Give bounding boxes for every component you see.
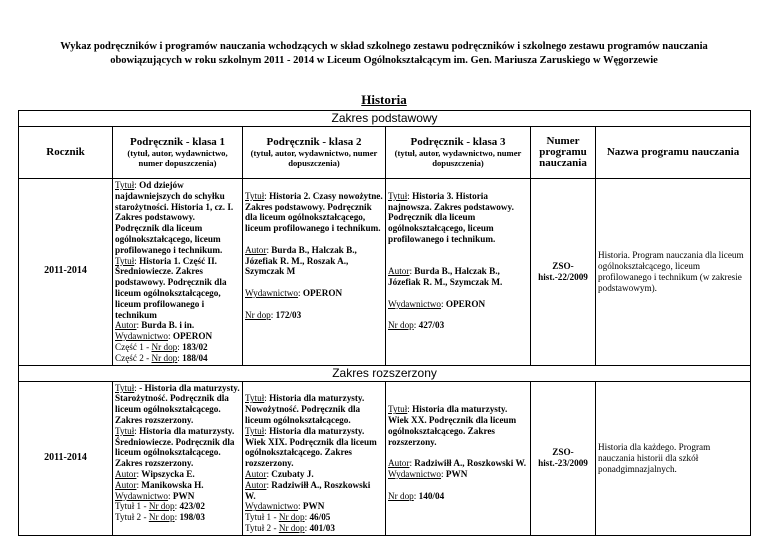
row2-klasa-2: Tytuł: Historia dla maturzysty. Nowożytność. Podręcznik dla liceum ogólnokształcącego. Tytuł: Historia dla maturzysty. Wiek XIX. Podręcznik dla liceum ogólnokształcącego. Zakres rozszerzony. Autor: Czubaty J. Autor: Radziwiłł A., Roszkowski W. Wydawnictwo: PWN Tytuł 1 - Nr dop: 46/05 Tytuł 2 - Nr dop: 401/03: [243, 381, 386, 535]
row1-klasa-2: Tytuł: Historia 2. Czasy nowożytne. Zakres podstawowy. Podręcznik dla liceum ogólnokształcącego, liceum profilowanego i technikum. Autor: Burda B., Halczak B., Józefiak R. M., Roszak A., Szymczak M Wydawnictwo: OPERON Nr dop: 172/03: [243, 179, 386, 366]
header-klasa-3: [386, 127, 531, 179]
title-line-1: Wykaz podręczników i programów nauczania wchodzących w skład szkolnego zestawu podręczników i szkolnego zestawu programów nauczania: [60, 41, 708, 52]
header-klasa-1: [113, 127, 243, 179]
header-nazwa: Nazwa programu nauczania: [596, 127, 751, 179]
row2-rocznik: 2011-2014: [19, 381, 113, 535]
table-row: [19, 179, 751, 366]
textbook-table: [18, 110, 751, 536]
header-rocznik: Rocznik: [19, 127, 113, 179]
row1-nazwa: Historia. Program nauczania dla liceum ogólnokształcącego, liceum profilowanego i technikum (w zakresie podstawowym).: [596, 179, 751, 366]
header-klasa-2-title: Podręcznik - klasa 2: [266, 136, 362, 149]
table-row: [19, 381, 751, 535]
section-row-extended: [19, 365, 751, 381]
section-extended: Zakres rozszerzony: [19, 365, 751, 381]
header-numer: Numer programu nauczania: [531, 127, 596, 179]
header-row: [19, 127, 751, 179]
row1-klasa-3: Tytuł: Historia 3. Historia najnowsza. Zakres podstawowy. Podręcznik dla liceum ogólnokształcącego, liceum profilowanego i technikum. Autor: Burda B., Halczak B., Józefiak R. M., Szymczak M. Wydawnictwo: OPERON Nr dop: 427/03: [386, 179, 531, 366]
row1-rocznik: 2011-2014: [19, 179, 113, 366]
row2-numer: ZSO-hist.-23/2009: [531, 381, 596, 535]
title-line-2: obowiązujących w roku szkolnym 2011 - 2014 w Liceum Ogólnokształcącym im. Gen. Mariusza Zaruskiego w Węgorzewie: [110, 55, 658, 66]
header-klasa-1-title: Podręcznik - klasa 1: [129, 136, 226, 149]
row1-numer: ZSO-hist.-22/2009: [531, 179, 596, 366]
row1-klasa-1: Tytuł: Od dziejów najdawniejszych do schyłku starożytności. Historia 1, cz. I. Zakres podstawowy. Podręcznik dla liceum ogólnokształcącego, liceum profilowanego i technikum. Tytuł: Historia 1. Część II. Średniowiecze. Zakres podstawowy. Podręcznik dla liceum ogólnokształcącego, liceum profilowanego i technikum Autor: Burda B. i in. Wydawnictwo: OPERON Część 1 - Nr dop: 183/02 Część 2 - Nr dop: 188/04: [113, 179, 243, 366]
section-basic: Zakres podstawowy: [19, 111, 751, 127]
row2-nazwa: Historia dla każdego. Program nauczania historii dla szkół ponadgimnazjalnych.: [596, 381, 751, 535]
document-title: [14, 40, 754, 68]
header-klasa-3-sub: (tytuł, autor, wydawnictwo, numer dopuszczenia): [394, 147, 522, 168]
header-klasa-1-sub: (tytuł, autor, wydawnictwo, numer dopuszczenia): [127, 147, 228, 168]
row2-klasa-1: Tytuł: - Historia dla maturzysty. Starożytność. Podręcznik dla liceum ogólnokształcącego. Zakres rozszerzony. Tytuł: Historia dla maturzysty. Średniowiecze. Podręcznik dla liceum ogólnokształcącego. Zakres rozszerzony. Autor: Wipszycka E. Autor: Manikowska H. Wydawnictwo: PWN Tytuł 1 - Nr dop: 423/02 Tytuł 2 - Nr dop: 198/03: [113, 381, 243, 535]
header-klasa-2: [243, 127, 386, 179]
subject-heading: Historia: [361, 92, 407, 107]
row2-klasa-3: Tytuł: Historia dla maturzysty. Wiek XX. Podręcznik dla liceum ogólnokształcącego. Zakres rozszerzony. Autor: Radziwiłł A., Roszkowski W. Wydawnictwo: PWN Nr dop: 140/04: [386, 381, 531, 535]
header-klasa-2-sub: (tytuł, autor, wydawnictwo, numer dopuszczenia): [250, 147, 378, 168]
section-row-basic: [19, 111, 751, 127]
header-klasa-3-title: Podręcznik - klasa 3: [410, 136, 506, 149]
